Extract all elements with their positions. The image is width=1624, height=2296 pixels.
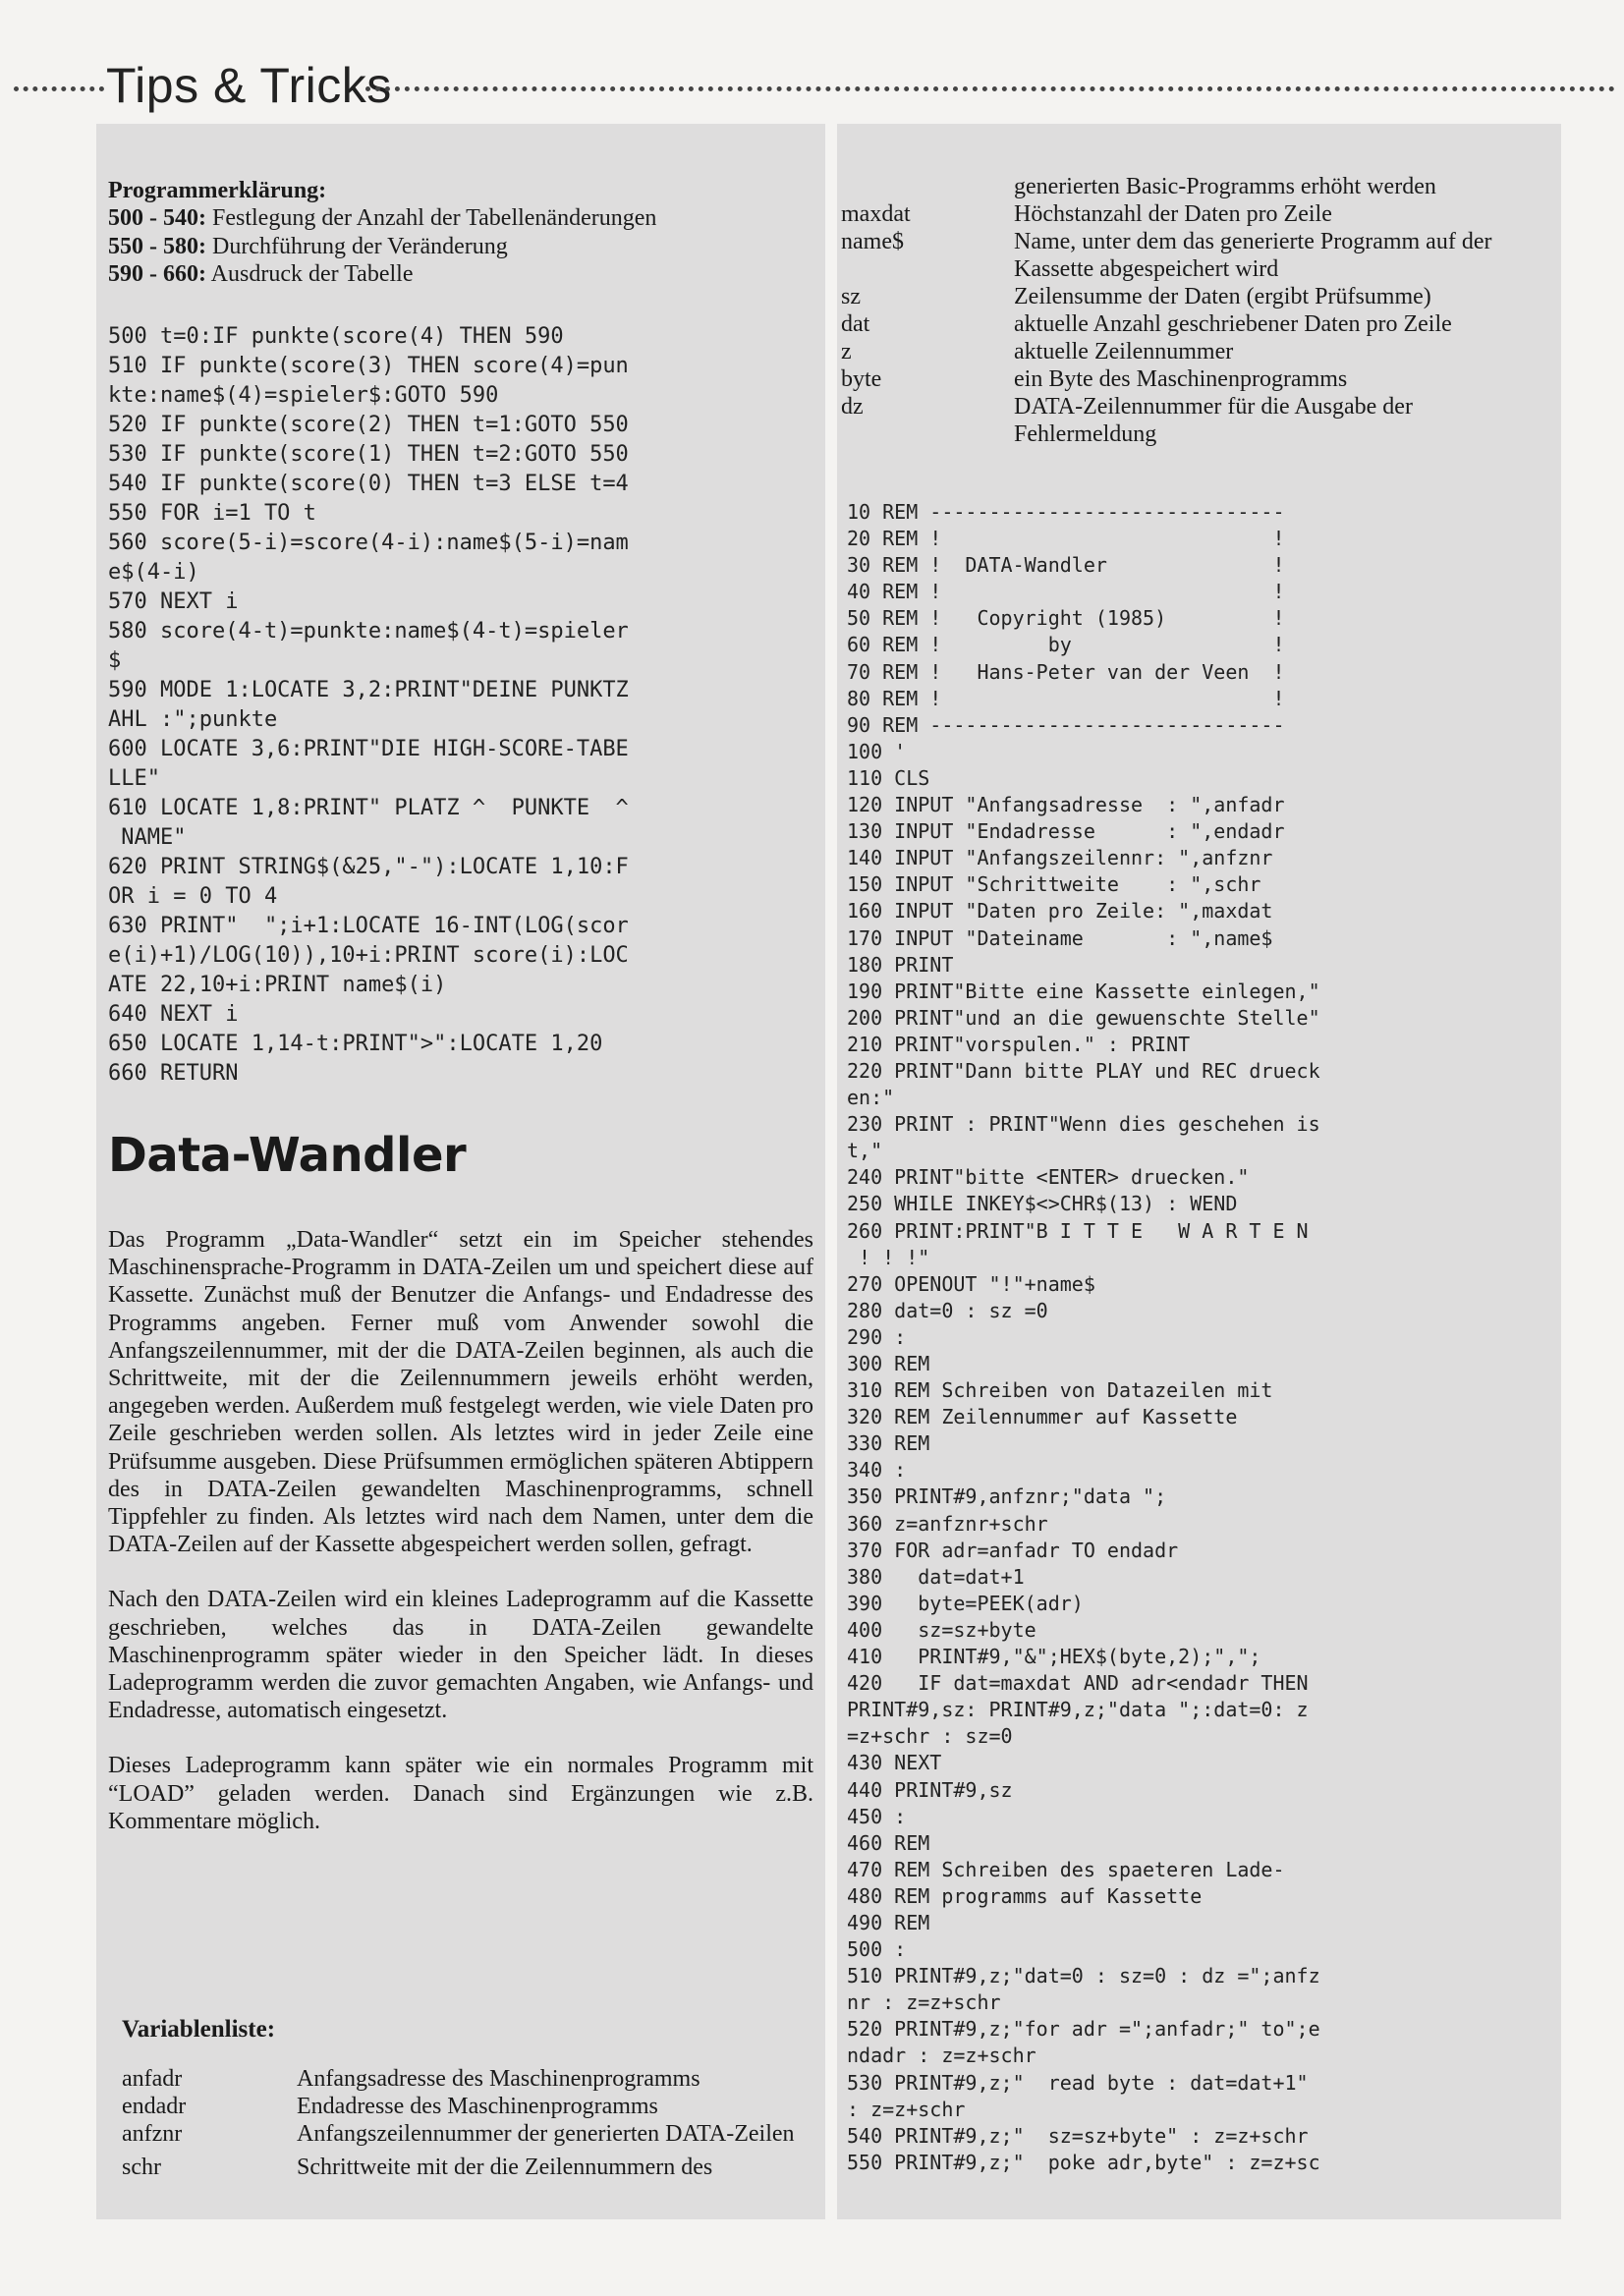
code-line: 560 score(5-i)=score(4-i):name$(5-i)=nam — [108, 531, 629, 555]
code-line: AHL :";punkte — [108, 707, 278, 732]
code-line: 450 : — [847, 1804, 907, 1828]
code-line: 620 PRINT STRING$(&25,"-"):LOCATE 1,10:F — [108, 855, 629, 879]
code-line: 650 LOCATE 1,14-t:PRINT">":LOCATE 1,20 — [108, 1032, 603, 1056]
variable-list-heading: Variablenliste: — [122, 2016, 276, 2043]
code-line: 140 INPUT "Anfangszeilennr: ",anfznr — [847, 846, 1273, 870]
code-line: 460 REM — [847, 1830, 930, 1855]
variable-row: generierten Basic-Programms erhöht werden — [1014, 174, 1436, 199]
code-line: LLE" — [108, 766, 160, 791]
code-line: 170 INPUT "Dateiname : ",name$ — [847, 925, 1273, 950]
body-paragraph: Das Programm „Data-Wandler“ setzt ein im Speicher stehendes Maschinensprache-Programm in DATA-Zeilen um und speichert diese auf Kassette. Zunächst muß der Benutzer die Anfangs- und Endadresse des Programms angeben. Ferner muß vom Anwender sowohl die Anfangszeilennummer, mit der die DATA-Zeilen beginnen, als auch die Schrittweite, mit der die Zeilennummern jeweils erhöht werden, angegeben werden. Außerdem muß festgelegt werden, wie viele Daten pro Zeile geschrieben werden sollen. Als letztes wird in jeder Zeile eine Prüfsumme ausgeben. Diese Prüfsummen ermöglichen späteren Abtippern des in DATA-Zeilen gewandelten Maschinenprogramms, schnell Tippfehler zu finden. Als letztes wird nach dem Namen, unter dem die DATA-Zeilen auf der Kassette abgespeichert werden sollen, gefragt. — [108, 1227, 813, 1558]
code-line: 430 NEXT — [847, 1751, 942, 1775]
code-line: 280 dat=0 : sz =0 — [847, 1298, 1048, 1322]
code-line: nr : z=z+schr — [847, 1990, 1001, 2015]
code-line: 220 PRINT"Dann bitte PLAY und REC drueck — [847, 1058, 1320, 1083]
right-basic-listing — [847, 499, 1556, 2176]
code-line: 100 ' — [847, 739, 907, 763]
code-line: 300 REM — [847, 1352, 930, 1375]
code-line: 320 REM Zeilennummer auf Kassette — [847, 1405, 1238, 1429]
code-line: 520 PRINT#9,z;"for adr =";anfadr;" to";e — [847, 2017, 1320, 2042]
explanation-line: 550 - 580: Durchführung der Veränderung — [108, 233, 508, 259]
code-line: 550 FOR i=1 TO t — [108, 501, 316, 526]
variable-row: sz Zeilensumme der Daten (ergibt Prüfsumme) — [841, 284, 1431, 309]
code-line: e$(4-i) — [108, 560, 199, 585]
code-line: 360 z=anfznr+schr — [847, 1511, 1048, 1536]
code-line: 40 REM ! ! — [847, 580, 1285, 604]
header-dotted-rule-left — [14, 86, 104, 91]
code-line: 530 PRINT#9,z;" read byte : dat=dat+1" — [847, 2070, 1309, 2095]
code-line: e(i)+1)/LOG(10)),10+i:PRINT score(i):LOC — [108, 943, 629, 968]
body-paragraph: Nach den DATA-Zeilen wird ein kleines Ladeprogramm auf die Kassette geschrieben, welches das in DATA-Zeilen gewandelte Maschinenprogramm später wieder in den Speicher lädt. In dieses Ladeprogramm werden die zuvor gemachten Angaben, wie Anfangs- und Endadresse, automatisch eingesetzt. — [108, 1587, 813, 1724]
code-line: 400 sz=sz+byte — [847, 1617, 1036, 1642]
code-line: 640 NEXT i — [108, 1002, 239, 1027]
code-line: 290 : — [847, 1324, 907, 1349]
code-line: 210 PRINT"vorspulen." : PRINT — [847, 1032, 1191, 1056]
code-line: 180 PRINT — [847, 952, 954, 977]
variable-row: dat aktuelle Anzahl geschriebener Daten pro Zeile — [841, 311, 1452, 337]
body-paragraph: Dieses Ladeprogramm kann später wie ein normales Programm mit “LOAD” geladen werden. Danach sind Ergänzungen wie z.B. Kommentare möglich. — [108, 1753, 813, 1834]
variable-row: dz DATA-Zeilennummer für die Ausgabe der Fehlermeldung — [841, 394, 1413, 447]
code-line: 110 CLS — [847, 765, 930, 790]
code-line: 350 PRINT#9,anfznr;"data "; — [847, 1484, 1167, 1509]
explanation-line: 500 - 540: Festlegung der Anzahl der Tabellenänderungen — [108, 205, 657, 232]
code-line: 610 LOCATE 1,8:PRINT" PLATZ ^ PUNKTE ^ — [108, 796, 629, 820]
code-line: 420 IF dat=maxdat AND adr<endadr THEN — [847, 1671, 1309, 1696]
code-line: : z=z+schr — [847, 2097, 966, 2121]
code-line: 660 RETURN — [108, 1061, 239, 1086]
code-line: 480 REM programms auf Kassette — [847, 1883, 1203, 1908]
code-line: 30 REM ! DATA-Wandler ! — [847, 553, 1285, 578]
code-line: 370 FOR adr=anfadr TO endadr — [847, 1538, 1179, 1562]
code-line: 550 PRINT#9,z;" poke adr,byte" : z=z+sc — [847, 2150, 1320, 2174]
code-line: 250 WHILE INKEY$<>CHR$(13) : WEND — [847, 1192, 1238, 1216]
code-line: 90 REM ------------------------------ — [847, 712, 1285, 737]
code-line: ! ! !" — [847, 1245, 930, 1269]
code-line: 380 dat=dat+1 — [847, 1564, 1025, 1589]
code-line: 230 PRINT : PRINT"Wenn dies geschehen is — [847, 1112, 1320, 1137]
code-line: kte:name$(4)=spieler$:GOTO 590 — [108, 383, 499, 408]
code-line: 600 LOCATE 3,6:PRINT"DIE HIGH-SCORE-TABE — [108, 737, 629, 761]
code-line: 260 PRINT:PRINT"B I T T E W A R T E N — [847, 1218, 1309, 1243]
program-explanation — [108, 177, 815, 289]
code-line: 340 : — [847, 1458, 907, 1483]
code-line: 20 REM ! ! — [847, 527, 1285, 551]
variable-list-right — [841, 173, 1553, 448]
code-line: 200 PRINT"und an die gewuenschte Stelle" — [847, 1005, 1320, 1030]
code-line: 530 IF punkte(score(1) THEN t=2:GOTO 550 — [108, 442, 629, 467]
code-line: 130 INPUT "Endadresse : ",endadr — [847, 819, 1285, 844]
code-line: 150 INPUT "Schrittweite : ",schr — [847, 872, 1261, 897]
code-line: 10 REM ------------------------------ — [847, 500, 1285, 524]
code-line: 410 PRINT#9,"&";HEX$(byte,2);","; — [847, 1645, 1261, 1669]
left-basic-listing — [108, 322, 820, 1089]
code-line: 570 NEXT i — [108, 589, 239, 614]
header-dotted-rule-right — [365, 86, 1615, 91]
code-line: PRINT#9,sz: PRINT#9,z;"data ";:dat=0: z — [847, 1698, 1309, 1722]
code-line: 60 REM ! by ! — [847, 633, 1285, 657]
article-body — [108, 1226, 813, 1835]
variable-row: schr Schrittweite mit der die Zeilennummern des — [122, 2155, 713, 2180]
code-line: 310 REM Schreiben von Datazeilen mit — [847, 1378, 1273, 1403]
code-line: 440 PRINT#9,sz — [847, 1777, 1013, 1802]
code-line: 70 REM ! Hans-Peter van der Veen ! — [847, 659, 1285, 684]
code-line: NAME" — [108, 825, 187, 850]
code-line: 520 IF punkte(score(2) THEN t=1:GOTO 550 — [108, 413, 629, 437]
code-line: 50 REM ! Copyright (1985) ! — [847, 606, 1285, 631]
code-line: 590 MODE 1:LOCATE 3,2:PRINT"DEINE PUNKTZ — [108, 678, 629, 702]
variable-row: anfznr Anfangszeilennummer der generierten DATA-Zeilen — [122, 2121, 795, 2147]
explanation-line: 590 - 660: Ausdruck der Tabelle — [108, 261, 414, 288]
page-header — [0, 57, 1624, 116]
section-title: Data-Wandler — [108, 1128, 467, 1183]
header-title: Tips & Tricks — [106, 58, 392, 113]
variable-row: anfadr Anfangsadresse des Maschinenprogramms — [122, 2066, 700, 2092]
code-line: 240 PRINT"bitte <ENTER> druecken." — [847, 1165, 1250, 1190]
code-line: en:" — [847, 1086, 895, 1110]
code-line: ATE 22,10+i:PRINT name$(i) — [108, 973, 447, 997]
code-line: 330 REM — [847, 1431, 930, 1456]
variable-list-left — [122, 2065, 819, 2181]
code-line: 630 PRINT" ";i+1:LOCATE 16-INT(LOG(scor — [108, 914, 629, 938]
code-line: 470 REM Schreiben des spaeteren Lade- — [847, 1857, 1285, 1881]
code-line: 390 byte=PEEK(adr) — [847, 1591, 1084, 1615]
code-line: 540 PRINT#9,z;" sz=sz+byte" : z=z+schr — [847, 2123, 1309, 2148]
variable-row: maxdat Höchstanzahl der Daten pro Zeile — [841, 201, 1332, 227]
code-line: 490 REM — [847, 1910, 930, 1934]
explanation-heading: Programmerklärung: — [108, 178, 327, 203]
code-line: 510 PRINT#9,z;"dat=0 : sz=0 : dz =";anfz — [847, 1964, 1320, 1988]
variable-row: z aktuelle Zeilennummer — [841, 339, 1234, 364]
code-line: 160 INPUT "Daten pro Zeile: ",maxdat — [847, 899, 1273, 924]
code-line: 120 INPUT "Anfangsadresse : ",anfadr — [847, 793, 1285, 817]
code-line: 500 t=0:IF punkte(score(4) THEN 590 — [108, 324, 564, 349]
code-line: =z+schr : sz=0 — [847, 1724, 1013, 1749]
code-line: OR i = 0 TO 4 — [108, 884, 278, 909]
code-line: ndadr : z=z+schr — [847, 2044, 1036, 2068]
variable-row: endadr Endadresse des Maschinenprogramms — [122, 2094, 658, 2119]
code-line: $ — [108, 648, 122, 673]
code-line: 540 IF punkte(score(0) THEN t=3 ELSE t=4 — [108, 472, 629, 496]
code-line: t," — [847, 1139, 883, 1163]
variable-row: byte ein Byte des Maschinenprogramms — [841, 366, 1348, 392]
code-line: 510 IF punkte(score(3) THEN score(4)=pun — [108, 354, 629, 378]
code-line: 500 : — [847, 1937, 907, 1962]
code-line: 190 PRINT"Bitte eine Kassette einlegen," — [847, 979, 1320, 1003]
code-line: 580 score(4-t)=punkte:name$(4-t)=spieler — [108, 619, 629, 644]
code-line: 270 OPENOUT "!"+name$ — [847, 1271, 1095, 1296]
code-line: 80 REM ! ! — [847, 686, 1285, 710]
variable-row: name$ Name, unter dem das generierte Programm auf der Kassette abgespeichert wird — [841, 229, 1492, 282]
